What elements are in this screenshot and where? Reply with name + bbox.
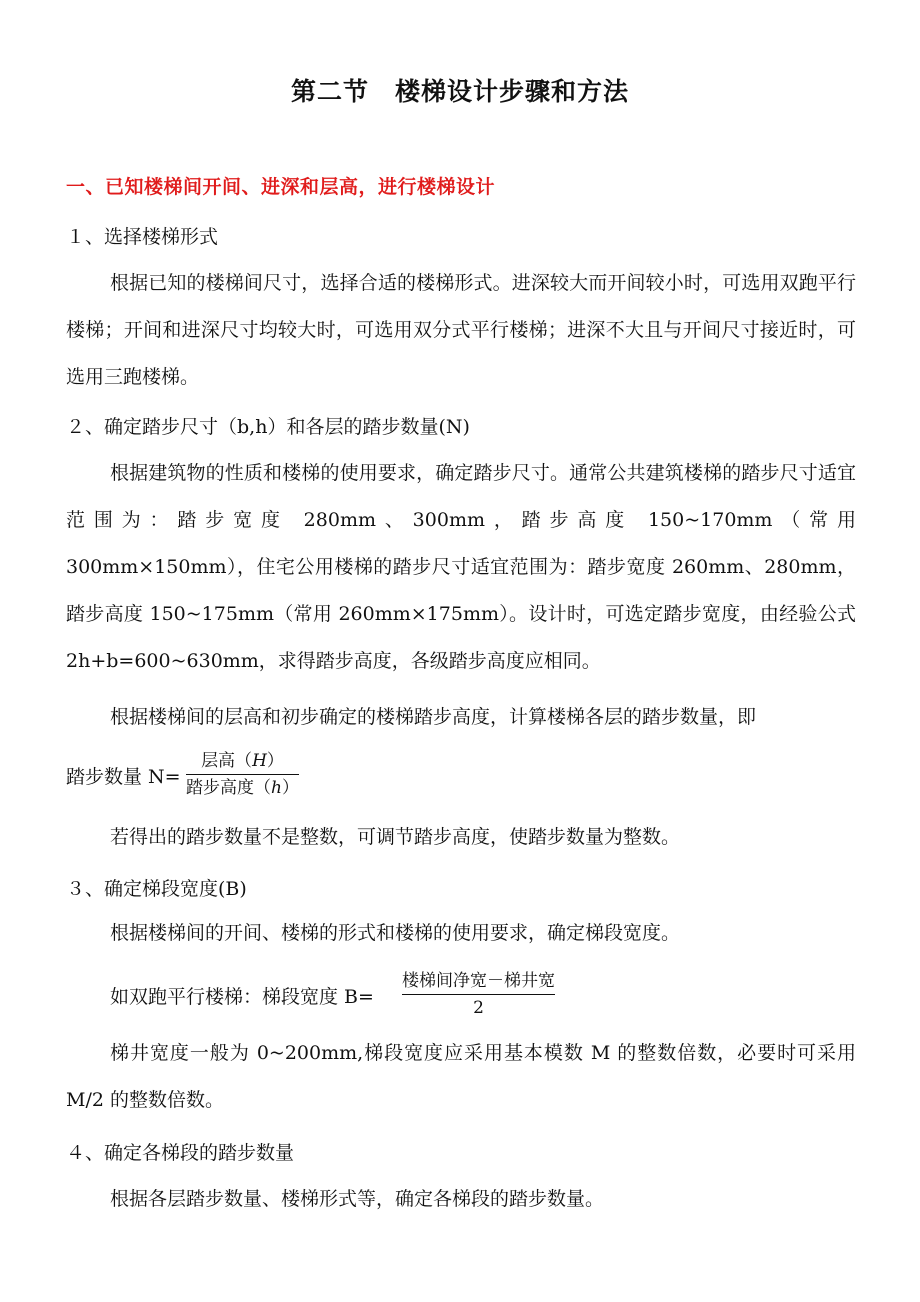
steps-formula-denominator: 踏步高度（h） — [186, 778, 299, 798]
width-formula-numerator: 楼梯间净宽－梯井宽 — [402, 971, 555, 991]
step1-heading: １、选择楼梯形式 — [66, 226, 219, 248]
page-title: 第二节 楼梯设计步骤和方法 — [290, 77, 629, 106]
width-formula-fraction — [402, 970, 555, 1019]
step1-paragraph: 根据已知的楼梯间尺寸，选择合适的楼梯形式。进深较大而开间较小时，可选用双跑平行楼梯；开间和进深尺寸均较大时，可选用双分式平行楼梯；进深不大且与开间尺寸接近时，可选用三跑楼梯。 — [66, 272, 856, 388]
width-formula-denominator: 2 — [473, 998, 484, 1018]
fraction-bar — [402, 994, 555, 995]
steps-formula-fraction — [186, 750, 299, 799]
step3-paragraph-1: 根据楼梯间的开间、楼梯的形式和楼梯的使用要求，确定梯段宽度。 — [110, 922, 681, 944]
step2-paragraph-1: 根据建筑物的性质和楼梯的使用要求，确定踏步尺寸。通常公共建筑楼梯的踏步尺寸适宜范围为：踏步宽度 280mm、300mm，踏步高度 150~170mm（常用 300mm×150mm），住宅公用楼梯的踏步尺寸适宜范围为：踏步宽度 260mm、280mm，踏步高度 150~175mm（常用 260mm×175mm）。设计时，可选定踏步宽度，由经验公式 2h+b=600~630mm，求得踏步高度，各级踏步高度应相同。 — [66, 462, 856, 672]
step3-paragraph-2: 梯井宽度一般为 0~200mm,梯段宽度应采用基本模数 M 的整数倍数，必要时可采用 M/2 的整数倍数。 — [66, 1042, 856, 1111]
fraction-bar — [186, 774, 299, 775]
step2-paragraph-3: 若得出的踏步数量不是整数，可调节踏步高度，使踏步数量为整数。 — [110, 826, 681, 848]
section-heading: 一、已知楼梯间开间、进深和层高，进行楼梯设计 — [66, 176, 496, 198]
width-formula-prefix: 如双跑平行楼梯：梯段宽度 B= — [110, 986, 374, 1008]
step2-paragraph-2: 根据楼梯间的层高和初步确定的楼梯踏步高度，计算楼梯各层的踏步数量，即 — [110, 706, 757, 728]
step2-heading: ２、确定踏步尺寸（b,h）和各层的踏步数量(N) — [66, 416, 470, 438]
steps-formula-prefix: 踏步数量 N= — [66, 766, 181, 788]
step3-heading: ３、确定梯段宽度(B) — [66, 878, 247, 900]
step4-paragraph: 根据各层踏步数量、楼梯形式等，确定各梯段的踏步数量。 — [110, 1188, 605, 1210]
step4-heading: ４、确定各梯段的踏步数量 — [66, 1142, 295, 1164]
steps-formula-numerator: 层高（H） — [201, 751, 284, 771]
